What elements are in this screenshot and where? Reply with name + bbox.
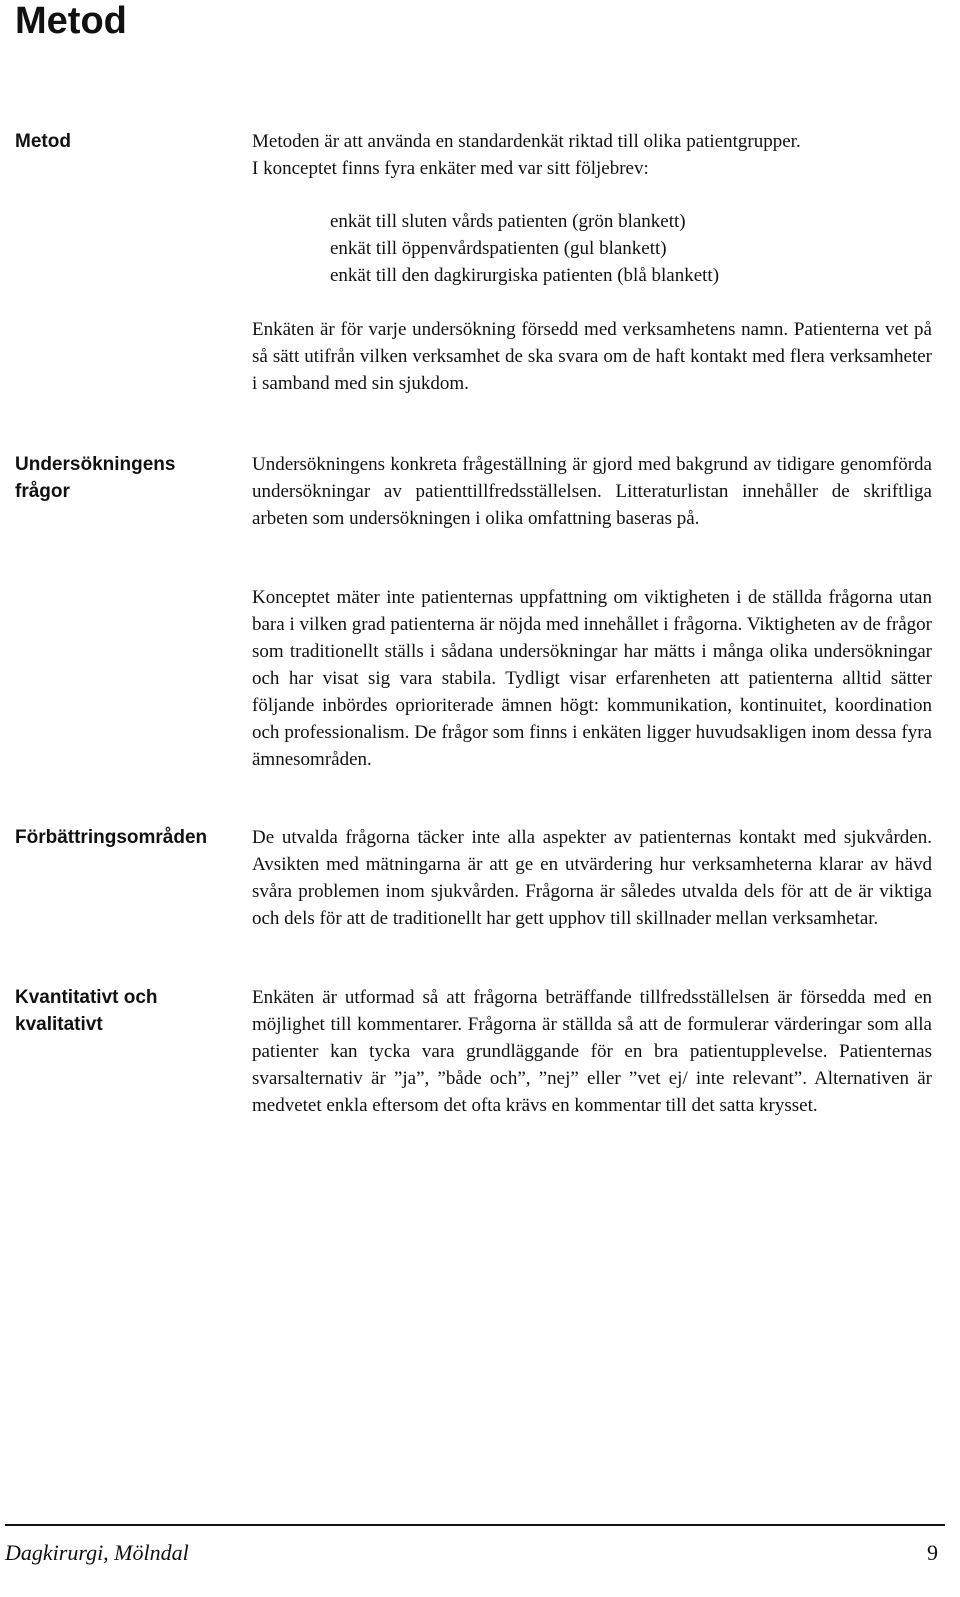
fragor-paragraph-2-block [252, 584, 932, 773]
footer-divider [5, 1524, 945, 1526]
footer-location: Dagkirurgi, Mölndal [5, 1540, 189, 1565]
kvant-paragraph: Enkäten är utformad så att frågorna beträffande tillfredsställelsen är försedda med en möjlighet till kommentarer. Frågorna är ställda så att de formulerar värderingar som alla patienter kan tycka vara grundläggande för en bra patientupplevelse. Patienternas svarsalternativ är ”ja”, ”både och”, ”nej” eller ”vet ej/ inte relevant”. Alternativen är medvetet enkla eftersom det ofta krävs en kommentar till det satta krysset. [252, 987, 932, 1116]
forbattring-paragraph: De utvalda frågorna täcker inte alla aspekter av patienternas kontakt med sjukvården. Avsikten med mätningarna är att ge en utvärdering hur verksamheterna klarar av hävd svåra problemen inom sjukvården. Frågorna är således utvalda dels för att de är viktiga och dels för att de traditionellt har gett upphov till skillnader mellan verksamhetar. [252, 827, 932, 929]
section-label-kvant-line-2: kvalitativt [15, 1014, 103, 1035]
page-number: 9 [927, 1540, 938, 1565]
metod-intro-line-1: Metoden är att använda en standardenkät riktad till olika patientgrupper. [252, 131, 801, 152]
section-label-metod [15, 128, 245, 155]
section-label-forbattring [15, 824, 245, 851]
fragor-paragraph-2: Konceptet mäter inte patienternas uppfattning om viktigheten i de ställda frågorna utan bara i vilken grad patienterna är nöjda med innehållet i frågorna. Viktigheten av de frågor som traditionellt ställs i sådana undersökningar har mätts i många olika undersökningar och har visat sig vara stabila. Tydligt visar erfarenheten att patienterna alltid sätter följande inbördes oprioriterade ämnen högt: kommunikation, kontinuitet, koordination och professionalism. De frågor som finns i enkäten ligger huvudsakligen inom dessa fyra ämnesområden. [252, 587, 932, 770]
list-item: enkät till öppenvårdspatienten (gul blankett) [330, 238, 667, 259]
list-item: enkät till sluten vårds patienten (grön blankett) [330, 211, 686, 232]
section-label-kvant-line-1: Kvantitativt och [15, 987, 158, 1008]
section-label-fragor [15, 451, 245, 505]
kvant-paragraph-block [252, 984, 932, 1119]
metod-paragraph-block [252, 316, 932, 397]
section-label-forbattring-text: Förbättringsområden [15, 827, 208, 848]
metod-intro-line-2: I konceptet finns fyra enkäter med var sitt följebrev: [252, 158, 649, 179]
questionnaire-list [330, 208, 930, 289]
metod-paragraph: Enkäten är för varje undersökning försedd med verksamhetens namn. Patienterna vet på så sätt utifrån vilken verksamhet de ska svara om de haft kontakt med flera verksamheter i samband med sin sjukdom. [252, 319, 932, 394]
section-label-kvant [15, 984, 245, 1038]
section-label-metod-text: Metod [15, 131, 71, 152]
forbattring-paragraph-block [252, 824, 932, 932]
metod-intro [252, 128, 932, 182]
section-label-fragor-line-2: frågor [15, 481, 70, 502]
page-title: Metod [15, 0, 127, 42]
fragor-paragraph-1-block [252, 451, 932, 532]
section-label-fragor-line-1: Undersökningens [15, 454, 176, 475]
fragor-paragraph-1: Undersökningens konkreta frågeställning är gjord med bakgrund av tidigare genomförda undersökningar av patienttillfredsställelsen. Litteraturlistan innehåller de skriftliga arbeten som undersökningen i olika omfattning baseras på. [252, 454, 932, 529]
list-item: enkät till den dagkirurgiska patienten (blå blankett) [330, 265, 720, 286]
